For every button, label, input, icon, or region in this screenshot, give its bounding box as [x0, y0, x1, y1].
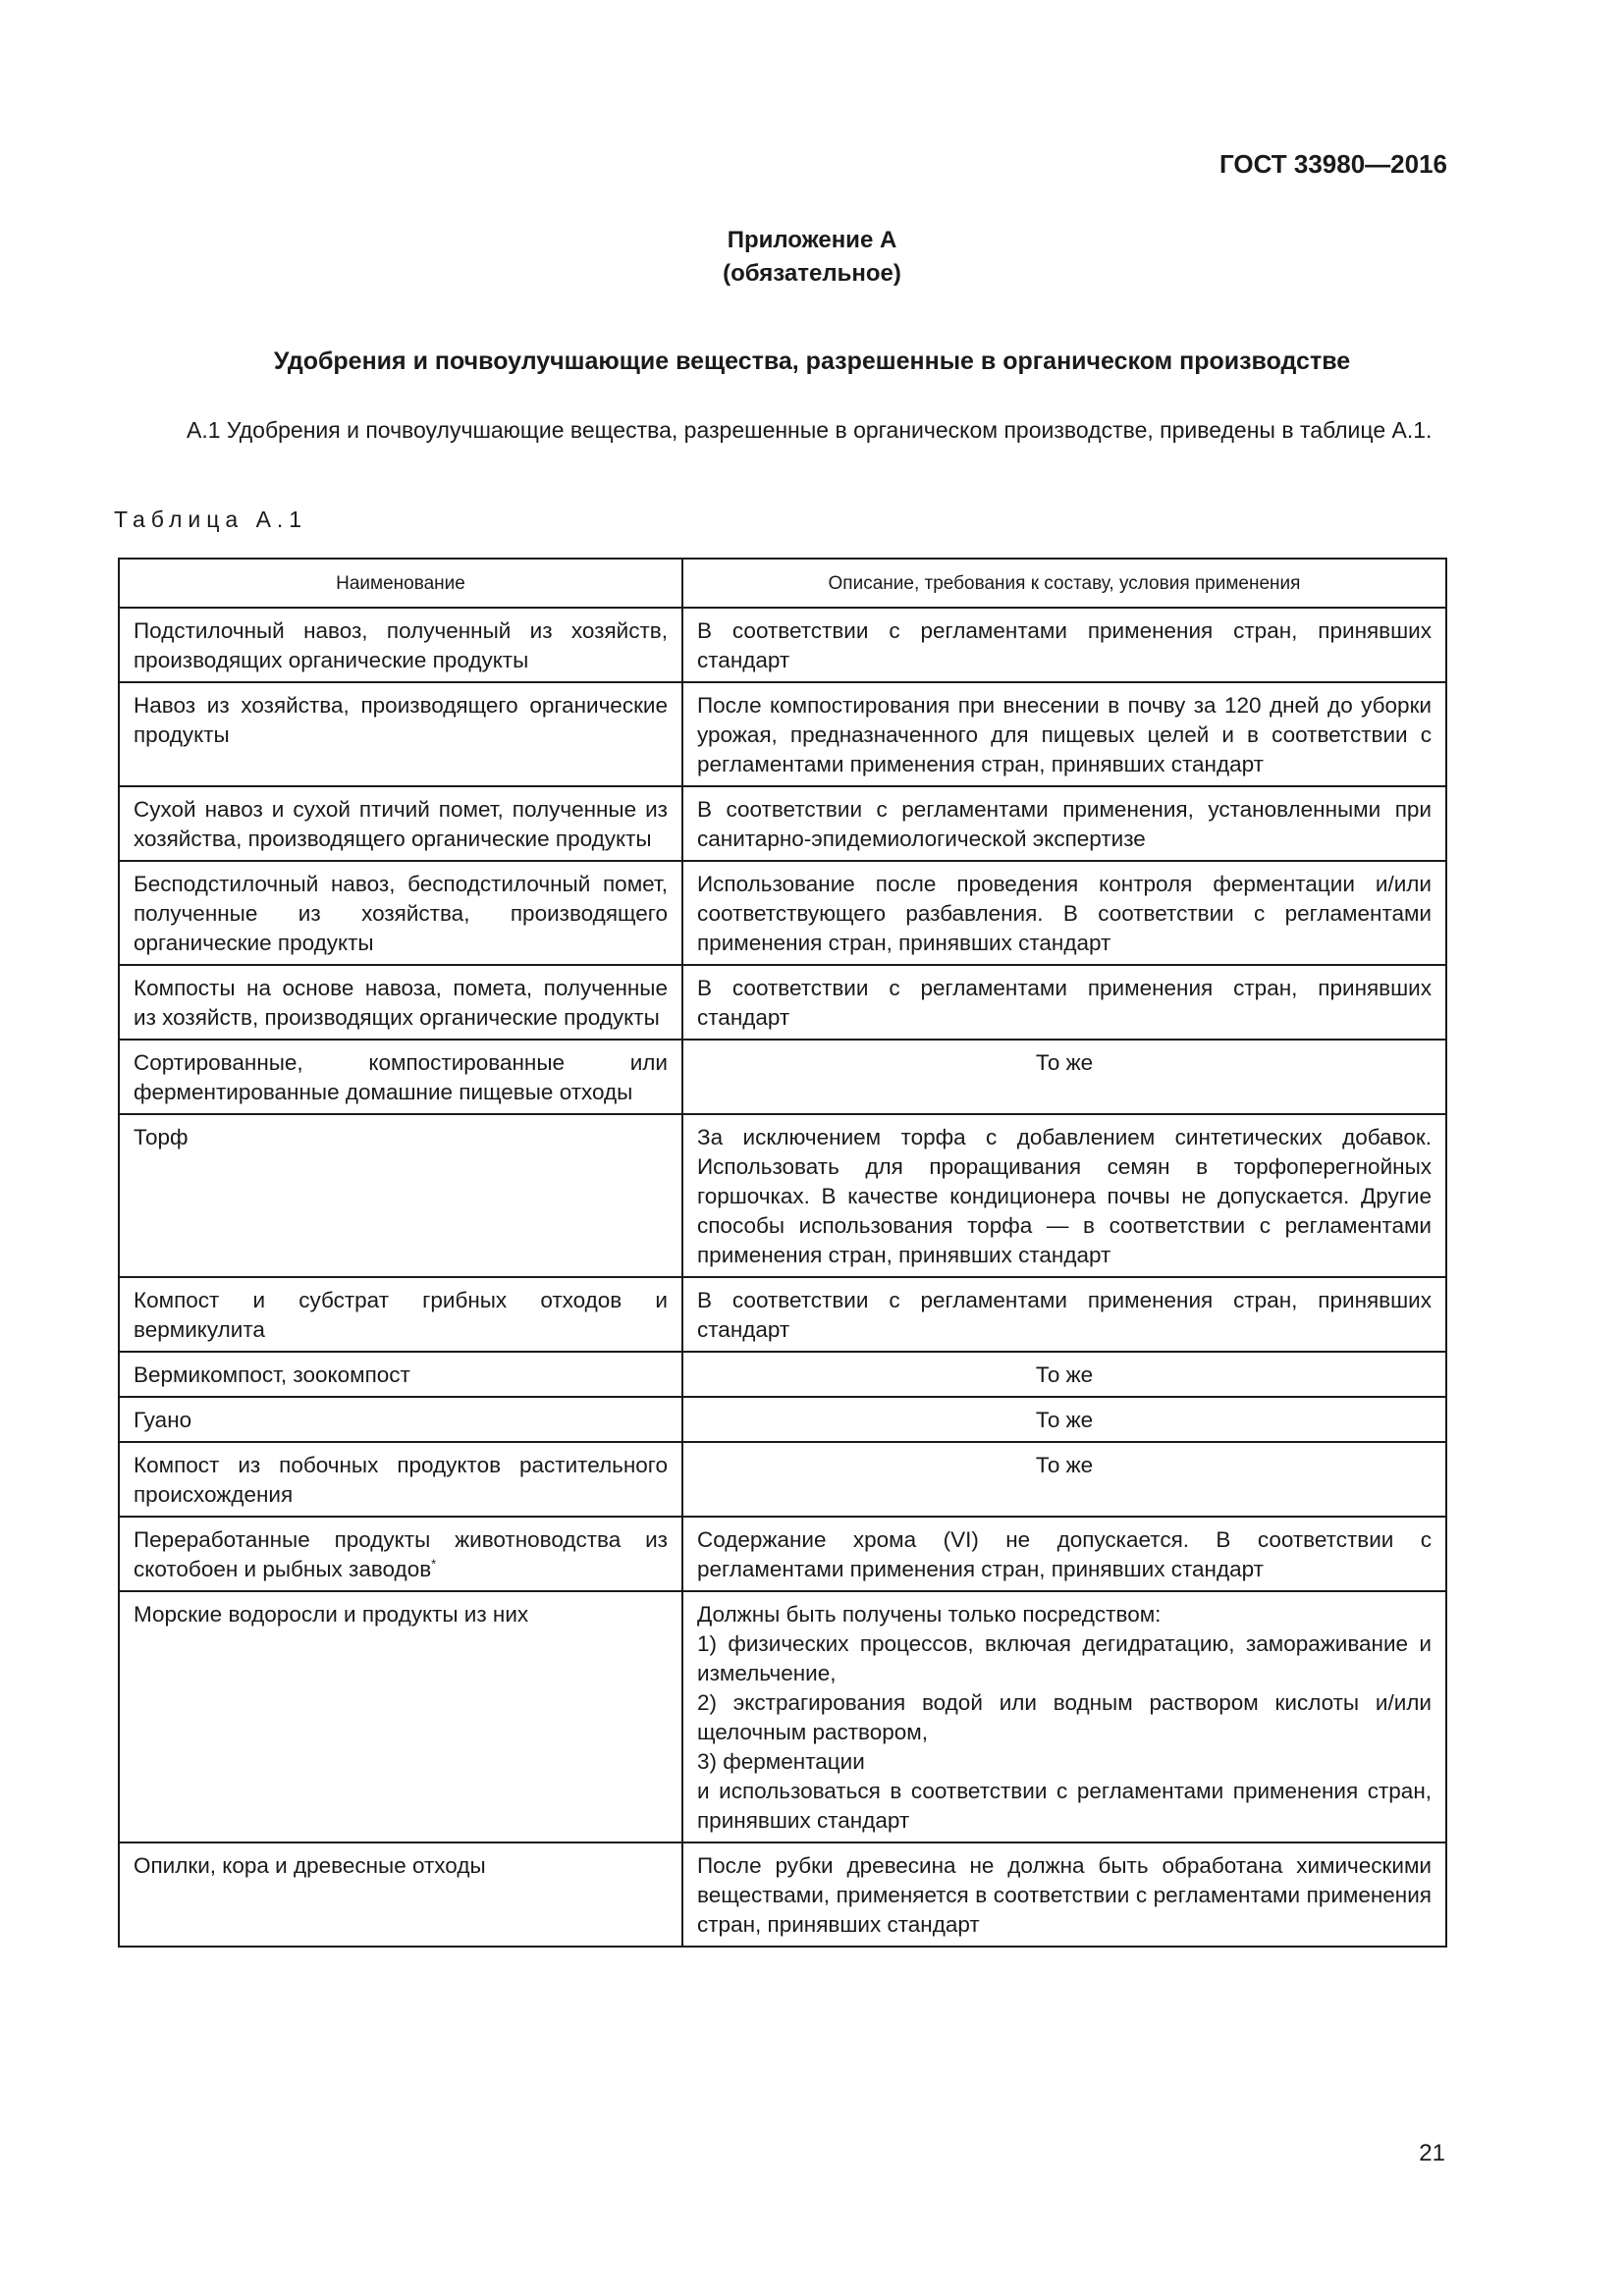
table-row — [119, 965, 1446, 1040]
section-title: Удобрения и почвоулучшающие вещества, разрешенные в органическом производстве — [273, 347, 1351, 375]
footnote-mark: * — [431, 1556, 437, 1572]
appendix-title: Приложение А — [727, 227, 897, 253]
cell-name — [119, 1352, 682, 1397]
cell-name — [119, 682, 682, 786]
cell-description: Использование после проведения контроля ферментации и/или соответствующего разбавления. В соответствии с регламентами применения стран, принявших стандарт — [682, 861, 1446, 965]
table-row — [119, 1517, 1446, 1591]
cell-name-text: Компост и субстрат грибных отходов и вермикулита — [134, 1288, 668, 1342]
column-header-description: Описание, требования к составу, условия применения — [682, 559, 1446, 608]
cell-description: То же — [682, 1352, 1446, 1397]
cell-description: То же — [682, 1040, 1446, 1114]
cell-name-text: Подстилочный навоз, полученный из хозяйств, производящих органические продукты — [134, 618, 668, 672]
cell-name — [119, 861, 682, 965]
cell-description: В соответствии с регламентами применения стран, принявших стандарт — [682, 608, 1446, 682]
cell-name-text: Сухой навоз и сухой птичий помет, полученные из хозяйства, производящего органические продукты — [134, 797, 668, 851]
cell-name-text: Навоз из хозяйства, производящего органические продукты — [134, 693, 668, 747]
intro-text: А.1 Удобрения и почвоулучшающие вещества, разрешенные в органическом производстве, приведены в таблице А.1. — [187, 417, 1433, 443]
cell-name — [119, 1397, 682, 1442]
table-row — [119, 682, 1446, 786]
cell-name — [119, 608, 682, 682]
table-row — [119, 1842, 1446, 1947]
cell-name — [119, 1517, 682, 1591]
cell-description: В соответствии с регламентами применения стран, принявших стандарт — [682, 965, 1446, 1040]
column-header-name: Наименование — [119, 559, 682, 608]
standard-designation: ГОСТ 33980—2016 — [1219, 149, 1447, 179]
table-row — [119, 1397, 1446, 1442]
cell-description: То же — [682, 1442, 1446, 1517]
cell-description: За исключением торфа с добавлением синтетических добавок. Использовать для проращивания семян в торфоперегнойных горшочках. В качестве кондиционера почвы не допускается. Другие способы использования торфа — в соответствии с регламентами применения стран, принявших стандарт — [682, 1114, 1446, 1277]
table-header-row — [119, 559, 1446, 608]
cell-description: В соответствии с регламентами применения, установленными при санитарно-эпидемиологической экспертизе — [682, 786, 1446, 861]
cell-name-text: Гуано — [134, 1408, 192, 1432]
cell-name — [119, 1442, 682, 1517]
cell-description: То же — [682, 1397, 1446, 1442]
table-row — [119, 608, 1446, 682]
fertilizer-table — [118, 558, 1447, 1948]
table-row — [119, 1591, 1446, 1842]
cell-name — [119, 1591, 682, 1842]
table-row — [119, 1040, 1446, 1114]
table-row — [119, 786, 1446, 861]
cell-name — [119, 1114, 682, 1277]
appendix-status: (обязательное) — [723, 260, 901, 287]
cell-name-text: Бесподстилочный навоз, бесподстилочный помет, полученные из хозяйства, производящего органические продукты — [134, 872, 668, 955]
cell-description: После компостирования при внесении в почву за 120 дней до уборки урожая, предназначенного для пищевых целей и в соответствии с регламентами применения стран, принявших стандарт — [682, 682, 1446, 786]
table-body — [119, 608, 1446, 1947]
cell-name — [119, 1277, 682, 1352]
cell-name-text: Торф — [134, 1125, 189, 1149]
cell-name-text: Компост из побочных продуктов растительного происхождения — [134, 1453, 668, 1507]
cell-name — [119, 786, 682, 861]
table-row — [119, 1114, 1446, 1277]
cell-description: Содержание хрома (VI) не допускается. В соответствии с регламентами применения стран, принявших стандарт — [682, 1517, 1446, 1591]
cell-description: После рубки древесина не должна быть обработана химическими веществами, применяется в соответствии с регламентами применения стран, принявших стандарт — [682, 1842, 1446, 1947]
cell-name-text: Морские водоросли и продукты из них — [134, 1602, 529, 1627]
cell-name — [119, 1040, 682, 1114]
cell-name — [119, 1842, 682, 1947]
cell-name — [119, 965, 682, 1040]
intro-paragraph — [118, 414, 1443, 446]
cell-name-text: Сортированные, компостированные или ферментированные домашние пищевые отходы — [134, 1050, 668, 1104]
cell-name-text: Опилки, кора и древесные отходы — [134, 1853, 486, 1878]
table-row — [119, 1442, 1446, 1517]
page-number: 21 — [1419, 2140, 1445, 2166]
table-caption: Таблица А.1 — [114, 507, 308, 532]
table-row — [119, 861, 1446, 965]
cell-description: Должны быть получены только посредством: 1) физических процессов, включая дегидратацию, замораживание и измельчение, 2) экстрагирования водой или водным раствором кислоты и/или щелочным раствором, 3) ферментации и использоваться в соответствии с регламентами применения стран, принявших стандарт — [682, 1591, 1446, 1842]
cell-name-text: Компосты на основе навоза, помета, полученные из хозяйств, производящих органические продукты — [134, 976, 668, 1030]
table-row — [119, 1277, 1446, 1352]
cell-name-text: Переработанные продукты животноводства из скотобоен и рыбных заводов — [134, 1527, 668, 1581]
cell-name-text: Вермикомпост, зоокомпост — [134, 1362, 410, 1387]
cell-description: В соответствии с регламентами применения стран, принявших стандарт — [682, 1277, 1446, 1352]
table-row — [119, 1352, 1446, 1397]
